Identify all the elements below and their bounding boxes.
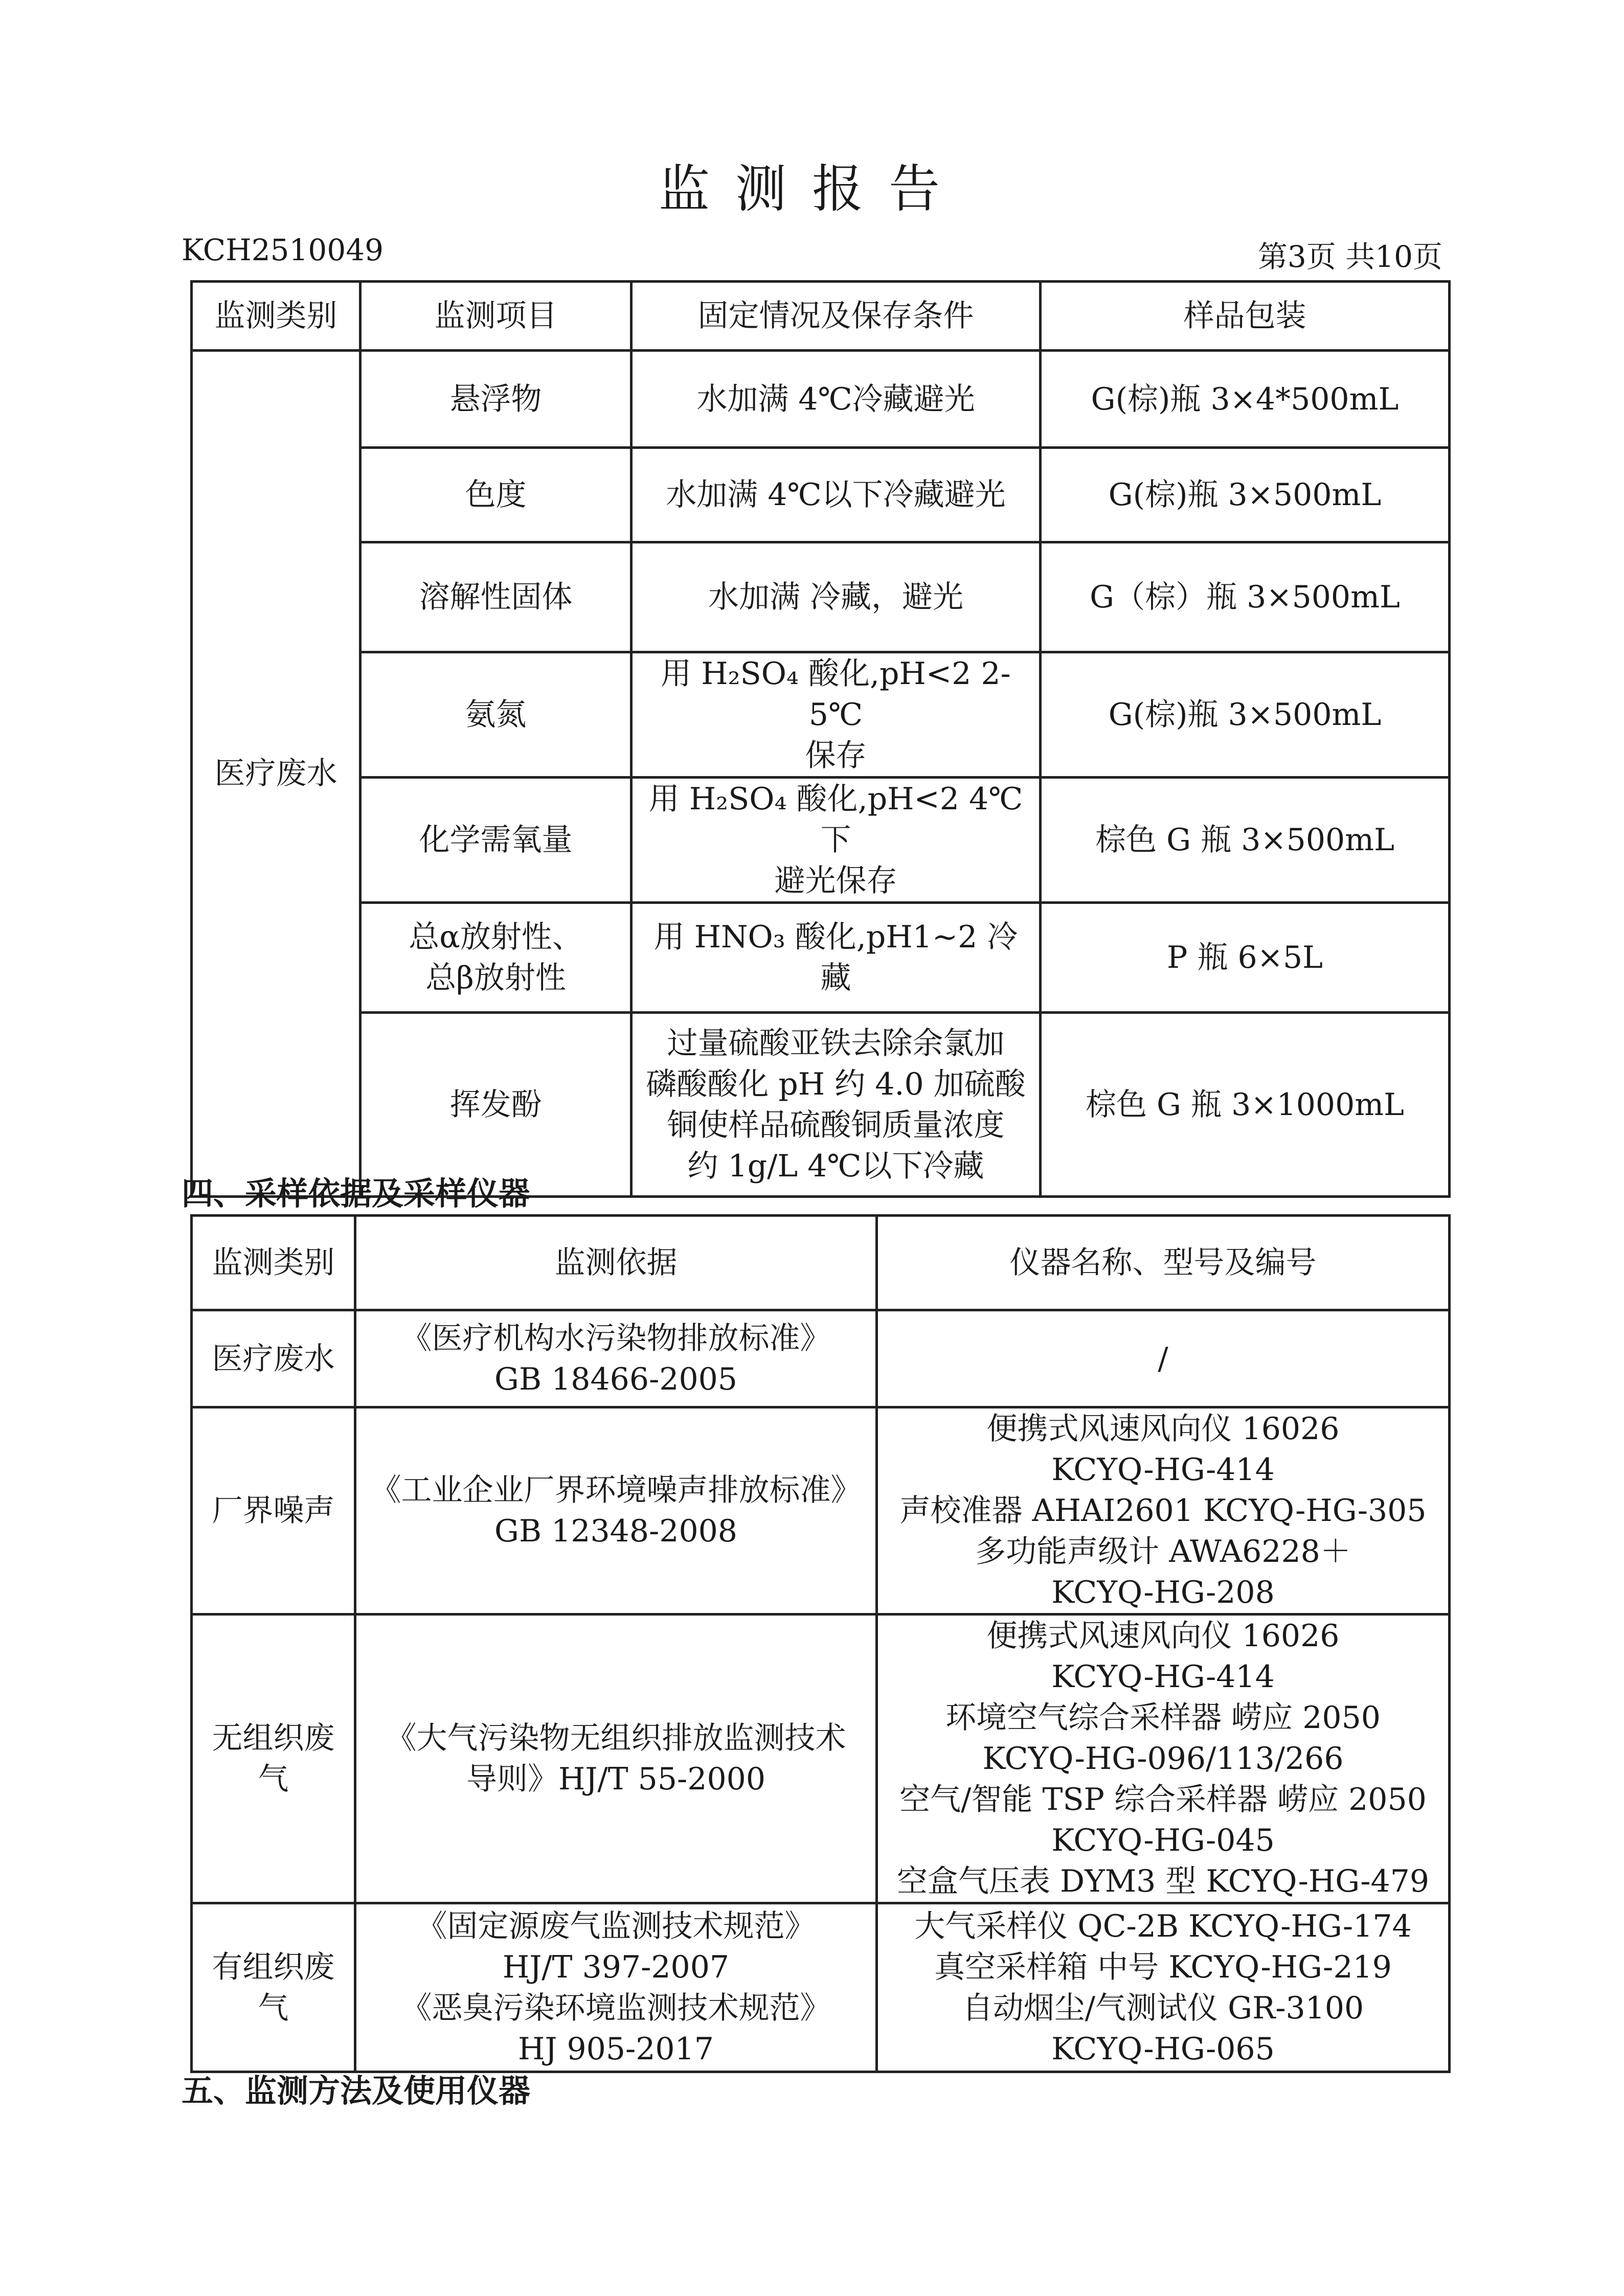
report-number: KCH2510049 (182, 233, 384, 267)
column-header: 监测类别 (192, 282, 360, 351)
item-cell: 色度 (360, 448, 631, 542)
section-heading: 五、监测方法及使用仪器 (182, 2072, 531, 2109)
table-row (192, 542, 1450, 652)
page-indicator: 第3页 共10页 (1257, 239, 1442, 274)
package-cell: G（棕）瓶 3×500mL (1041, 542, 1450, 652)
package-cell: G(棕)瓶 3×500mL (1041, 652, 1450, 778)
condition-cell: 用 H₂SO₄ 酸化,pH<2 2-5℃ 保存 (631, 652, 1041, 778)
basis-cell: 《固定源废气监测技术规范》 HJ/T 397-2007 《恶臭污染环境监测技术规范》 HJ 905-2017 (355, 1903, 877, 2072)
preservation-table (190, 280, 1451, 1198)
item-cell: 悬浮物 (360, 351, 631, 448)
category-cell: 厂界噪声 (192, 1407, 355, 1615)
item-cell: 总α放射性、 总β放射性 (360, 903, 631, 1013)
table-row (192, 1310, 1450, 1407)
column-header: 样品包装 (1041, 282, 1450, 351)
table-row (192, 1903, 1450, 2072)
condition-cell: 用 H₂SO₄ 酸化,pH<2 4℃下 避光保存 (631, 778, 1041, 903)
basis-cell: 《医疗机构水污染物排放标准》 GB 18466-2005 (355, 1310, 877, 1407)
column-header: 监测依据 (355, 1216, 877, 1310)
table-header-row (192, 1216, 1450, 1310)
package-cell: G(棕)瓶 3×4*500mL (1041, 351, 1450, 448)
item-cell: 挥发酚 (360, 1013, 631, 1197)
package-cell: G(棕)瓶 3×500mL (1041, 448, 1450, 542)
instrument-cell: 大气采样仪 QC-2B KCYQ-HG-174 真空采样箱 中号 KCYQ-HG-219 自动烟尘/气测试仪 GR-3100 KCYQ-HG-065 (877, 1903, 1450, 2072)
package-cell: P 瓶 6×5L (1041, 903, 1450, 1013)
section-heading: 四、采样依据及采样仪器 (182, 1175, 531, 1212)
table-row (192, 1615, 1450, 1903)
category-cell: 无组织废 气 (192, 1615, 355, 1903)
basis-cell: 《工业企业厂界环境噪声排放标准》 GB 12348-2008 (355, 1407, 877, 1615)
package-cell: 棕色 G 瓶 3×500mL (1041, 778, 1450, 903)
condition-cell: 水加满 冷藏，避光 (631, 542, 1041, 652)
page-title: 监测报告 (659, 159, 965, 219)
sampling-table (190, 1214, 1451, 2073)
condition-cell: 用 HNO₃ 酸化,pH1~2 冷藏 (631, 903, 1041, 1013)
table-row (192, 448, 1450, 542)
condition-cell: 水加满 4℃以下冷藏避光 (631, 448, 1041, 542)
condition-cell: 水加满 4℃冷藏避光 (631, 351, 1041, 448)
table-row (192, 1407, 1450, 1615)
category-cell: 有组织废 气 (192, 1903, 355, 2072)
column-header: 监测项目 (360, 282, 631, 351)
instrument-cell: / (877, 1310, 1450, 1407)
table-header-row (192, 282, 1450, 351)
basis-cell: 《大气污染物无组织排放监测技术 导则》HJ/T 55-2000 (355, 1615, 877, 1903)
table-row (192, 903, 1450, 1013)
table-row (192, 351, 1450, 448)
item-cell: 氨氮 (360, 652, 631, 778)
category-cell: 医疗废水 (192, 1310, 355, 1407)
column-header: 仪器名称、型号及编号 (877, 1216, 1450, 1310)
item-cell: 化学需氧量 (360, 778, 631, 903)
table-row (192, 778, 1450, 903)
instrument-cell: 便携式风速风向仪 16026 KCYQ-HG-414 声校准器 AHAI2601 KCYQ-HG-305 多功能声级计 AWA6228＋ KCYQ-HG-208 (877, 1407, 1450, 1615)
item-cell: 溶解性固体 (360, 542, 631, 652)
column-header: 固定情况及保存条件 (631, 282, 1041, 351)
category-cell: 医疗废水 (192, 351, 360, 1197)
table-row (192, 652, 1450, 778)
instrument-cell: 便携式风速风向仪 16026 KCYQ-HG-414 环境空气综合采样器 崂应 2050 KCYQ-HG-096/113/266 空气/智能 TSP 综合采样器 崂应 2050 KCYQ-HG-045 空盒气压表 DYM3 型 KCYQ-HG-479 (877, 1615, 1450, 1903)
condition-cell: 过量硫酸亚铁去除余氯加 磷酸酸化 pH 约 4.0 加硫酸 铜使样品硫酸铜质量浓度 约 1g/L 4℃以下冷藏 (631, 1013, 1041, 1197)
package-cell: 棕色 G 瓶 3×1000mL (1041, 1013, 1450, 1197)
column-header: 监测类别 (192, 1216, 355, 1310)
